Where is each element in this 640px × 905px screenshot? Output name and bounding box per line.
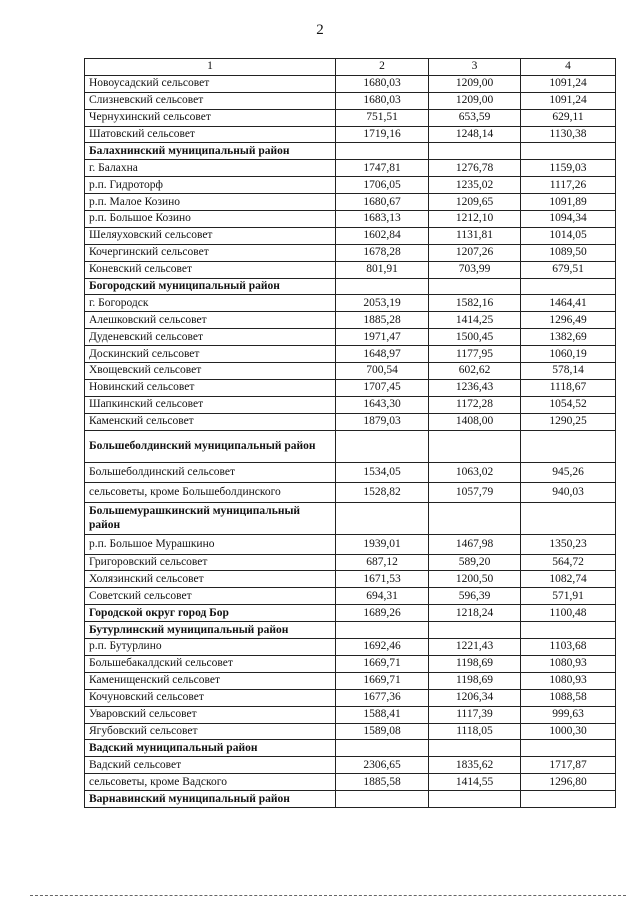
table-row [85,227,616,244]
section-row [85,740,616,757]
table-row [85,261,616,278]
table-row [85,588,616,605]
value-col-4: 1130,38 [521,126,616,143]
value-col-2: 1885,28 [336,312,429,329]
row-name: Ягубовский сельсовет [85,723,336,740]
table-row [85,413,616,430]
table-row [85,75,616,92]
value-col-2: 1643,30 [336,396,429,413]
table-row [85,774,616,791]
value-col-2: 1680,67 [336,194,429,211]
value-col-4: 1296,49 [521,312,616,329]
value-col-4: 1159,03 [521,160,616,177]
value-col-2 [336,791,429,808]
value-col-2: 687,12 [336,554,429,571]
table-row [85,346,616,363]
value-col-2: 1971,47 [336,329,429,346]
value-col-4: 940,03 [521,482,616,502]
table-row [85,571,616,588]
value-col-2: 1939,01 [336,534,429,554]
value-col-2: 2053,19 [336,295,429,312]
value-col-3 [429,740,521,757]
value-col-4: 1464,41 [521,295,616,312]
row-name: Слизневский сельсовет [85,92,336,109]
value-col-4 [521,430,616,462]
value-col-2 [336,502,429,534]
value-col-4 [521,143,616,160]
value-col-4: 1080,93 [521,655,616,672]
table-row [85,244,616,261]
table-row [85,177,616,194]
value-col-2 [336,740,429,757]
value-col-3: 703,99 [429,261,521,278]
value-col-4: 571,91 [521,588,616,605]
value-col-3: 1218,24 [429,605,521,622]
value-col-2 [336,622,429,639]
row-name: Алешковский сельсовет [85,312,336,329]
value-col-3: 1207,26 [429,244,521,261]
value-col-4: 1089,50 [521,244,616,261]
value-col-3: 1131,81 [429,227,521,244]
value-col-3: 1276,78 [429,160,521,177]
value-col-3: 1414,55 [429,774,521,791]
value-col-3: 1582,16 [429,295,521,312]
value-col-3: 1235,02 [429,177,521,194]
value-col-4 [521,740,616,757]
value-col-4: 1091,89 [521,194,616,211]
value-col-3: 602,62 [429,363,521,380]
row-name: Варнавинский муниципальный район [85,791,336,808]
value-col-4: 1117,26 [521,177,616,194]
value-col-2 [336,278,429,295]
value-col-2: 801,91 [336,261,429,278]
value-col-2: 1683,13 [336,211,429,228]
value-col-2: 1669,71 [336,672,429,689]
table-row [85,689,616,706]
table-row [85,295,616,312]
value-col-3: 1209,00 [429,92,521,109]
value-col-3 [429,502,521,534]
row-name: Большемурашкинский муниципальный район [85,502,336,534]
value-col-3: 1221,43 [429,639,521,656]
table-row [85,723,616,740]
value-col-4: 1091,24 [521,75,616,92]
value-col-4: 1350,23 [521,534,616,554]
table-row [85,312,616,329]
section-row [85,605,616,622]
table-row [85,534,616,554]
value-col-4: 1717,87 [521,757,616,774]
value-col-4: 1000,30 [521,723,616,740]
value-col-2: 1879,03 [336,413,429,430]
value-col-4: 1088,58 [521,689,616,706]
column-header-2: 2 [336,59,429,76]
value-col-2: 1692,46 [336,639,429,656]
value-col-2: 1669,71 [336,655,429,672]
value-col-2: 1677,36 [336,689,429,706]
value-col-3: 1057,79 [429,482,521,502]
value-col-3: 1500,45 [429,329,521,346]
table-row [85,396,616,413]
value-col-4: 1014,05 [521,227,616,244]
value-col-3 [429,791,521,808]
row-name: Коневский сельсовет [85,261,336,278]
value-col-4: 1054,52 [521,396,616,413]
row-name: Шатовский сельсовет [85,126,336,143]
table-row [85,554,616,571]
value-col-4 [521,278,616,295]
table-row [85,363,616,380]
row-name: г. Богородск [85,295,336,312]
column-header-3: 3 [429,59,521,76]
table-row [85,757,616,774]
row-name: Доскинский сельсовет [85,346,336,363]
row-name: сельсоветы, кроме Большеболдинского [85,482,336,502]
table-body [85,75,616,807]
header-row [85,59,616,76]
row-name: Новинский сельсовет [85,379,336,396]
row-name: Городской округ город Бор [85,605,336,622]
row-name: Богородский муниципальный район [85,278,336,295]
value-col-4: 629,11 [521,109,616,126]
value-col-2: 1648,97 [336,346,429,363]
row-name: Кочергинский сельсовет [85,244,336,261]
row-name: Бутурлинский муниципальный район [85,622,336,639]
value-col-2: 694,31 [336,588,429,605]
row-name: Советский сельсовет [85,588,336,605]
value-col-3: 1248,14 [429,126,521,143]
value-col-3: 1200,50 [429,571,521,588]
table-row [85,482,616,502]
row-name: Шапкинский сельсовет [85,396,336,413]
section-row [85,791,616,808]
table-row [85,672,616,689]
row-name: Чернухинский сельсовет [85,109,336,126]
value-col-2: 1706,05 [336,177,429,194]
value-col-2: 1747,81 [336,160,429,177]
section-row [85,143,616,160]
value-col-2: 1528,82 [336,482,429,502]
value-col-3: 1467,98 [429,534,521,554]
value-col-4: 1082,74 [521,571,616,588]
value-col-3: 589,20 [429,554,521,571]
row-name: Григоровский сельсовет [85,554,336,571]
table-row [85,379,616,396]
value-col-4: 1100,48 [521,605,616,622]
row-name: Хвощевский сельсовет [85,363,336,380]
row-name: Большеболдинский сельсовет [85,462,336,482]
value-col-4 [521,791,616,808]
value-col-4: 1296,80 [521,774,616,791]
row-name: сельсоветы, кроме Вадского [85,774,336,791]
value-col-2: 1671,53 [336,571,429,588]
row-name: Холязинский сельсовет [85,571,336,588]
value-col-3: 1172,28 [429,396,521,413]
value-col-3 [429,143,521,160]
value-col-4 [521,622,616,639]
value-col-4: 1091,24 [521,92,616,109]
row-name: р.п. Малое Козино [85,194,336,211]
row-name: Балахнинский муниципальный район [85,143,336,160]
table-row [85,211,616,228]
section-row [85,622,616,639]
value-col-4: 1060,19 [521,346,616,363]
row-name: Шеляуховский сельсовет [85,227,336,244]
value-col-3: 1118,05 [429,723,521,740]
value-col-3: 1117,39 [429,706,521,723]
value-col-2: 751,51 [336,109,429,126]
value-col-4 [521,502,616,534]
value-col-2 [336,143,429,160]
value-col-3: 1209,00 [429,75,521,92]
value-col-4: 1080,93 [521,672,616,689]
value-col-3: 1236,43 [429,379,521,396]
row-name: р.п. Большое Мурашкино [85,534,336,554]
value-col-3 [429,622,521,639]
table-row [85,92,616,109]
section-row [85,502,616,534]
value-col-3: 1414,25 [429,312,521,329]
value-col-3: 1408,00 [429,413,521,430]
value-col-4: 999,63 [521,706,616,723]
value-col-3 [429,278,521,295]
value-col-3: 1198,69 [429,655,521,672]
value-col-2 [336,430,429,462]
value-col-2: 1589,08 [336,723,429,740]
value-col-4: 564,72 [521,554,616,571]
table-row [85,639,616,656]
row-name: р.п. Большое Козино [85,211,336,228]
section-row [85,278,616,295]
value-col-4: 1094,34 [521,211,616,228]
value-col-2: 1719,16 [336,126,429,143]
value-col-2: 1707,45 [336,379,429,396]
table-row [85,706,616,723]
row-name: Каменский сельсовет [85,413,336,430]
row-name: Новоусадский сельсовет [85,75,336,92]
value-col-3: 653,59 [429,109,521,126]
value-col-2: 1534,05 [336,462,429,482]
table-row [85,160,616,177]
value-col-4: 679,51 [521,261,616,278]
column-header-4: 4 [521,59,616,76]
table-row [85,329,616,346]
row-name: Большеболдинский муниципальный район [85,430,336,462]
row-name: Каменищенский сельсовет [85,672,336,689]
row-name: Вадский муниципальный район [85,740,336,757]
value-col-4: 578,14 [521,363,616,380]
row-name: Большебакалдский сельсовет [85,655,336,672]
value-col-4: 1118,67 [521,379,616,396]
value-col-3: 596,39 [429,588,521,605]
table-row [85,655,616,672]
value-col-2: 1602,84 [336,227,429,244]
value-col-2: 1680,03 [336,92,429,109]
row-name: р.п. Бутурлино [85,639,336,656]
section-row [85,430,616,462]
value-col-4: 1290,25 [521,413,616,430]
column-header-1: 1 [85,59,336,76]
value-col-3: 1209,65 [429,194,521,211]
value-col-2: 1588,41 [336,706,429,723]
value-col-3: 1835,62 [429,757,521,774]
row-name: Вадский сельсовет [85,757,336,774]
value-col-4: 945,26 [521,462,616,482]
row-name: р.п. Гидроторф [85,177,336,194]
value-col-2: 1689,26 [336,605,429,622]
data-table [84,58,616,808]
value-col-2: 1678,28 [336,244,429,261]
table-row [85,126,616,143]
value-col-3: 1063,02 [429,462,521,482]
page-number: 2 [316,22,324,38]
page-footer-divider [30,895,626,897]
value-col-4: 1103,68 [521,639,616,656]
row-name: Уваровский сельсовет [85,706,336,723]
table-row [85,462,616,482]
value-col-3: 1198,69 [429,672,521,689]
value-col-2: 700,54 [336,363,429,380]
value-col-2: 2306,65 [336,757,429,774]
table-row [85,194,616,211]
value-col-2: 1680,03 [336,75,429,92]
row-name: г. Балахна [85,160,336,177]
value-col-3: 1206,34 [429,689,521,706]
value-col-3: 1212,10 [429,211,521,228]
row-name: Дуденевский сельсовет [85,329,336,346]
value-col-3 [429,430,521,462]
value-col-4: 1382,69 [521,329,616,346]
value-col-2: 1885,58 [336,774,429,791]
value-col-3: 1177,95 [429,346,521,363]
table-row [85,109,616,126]
row-name: Кочуновский сельсовет [85,689,336,706]
